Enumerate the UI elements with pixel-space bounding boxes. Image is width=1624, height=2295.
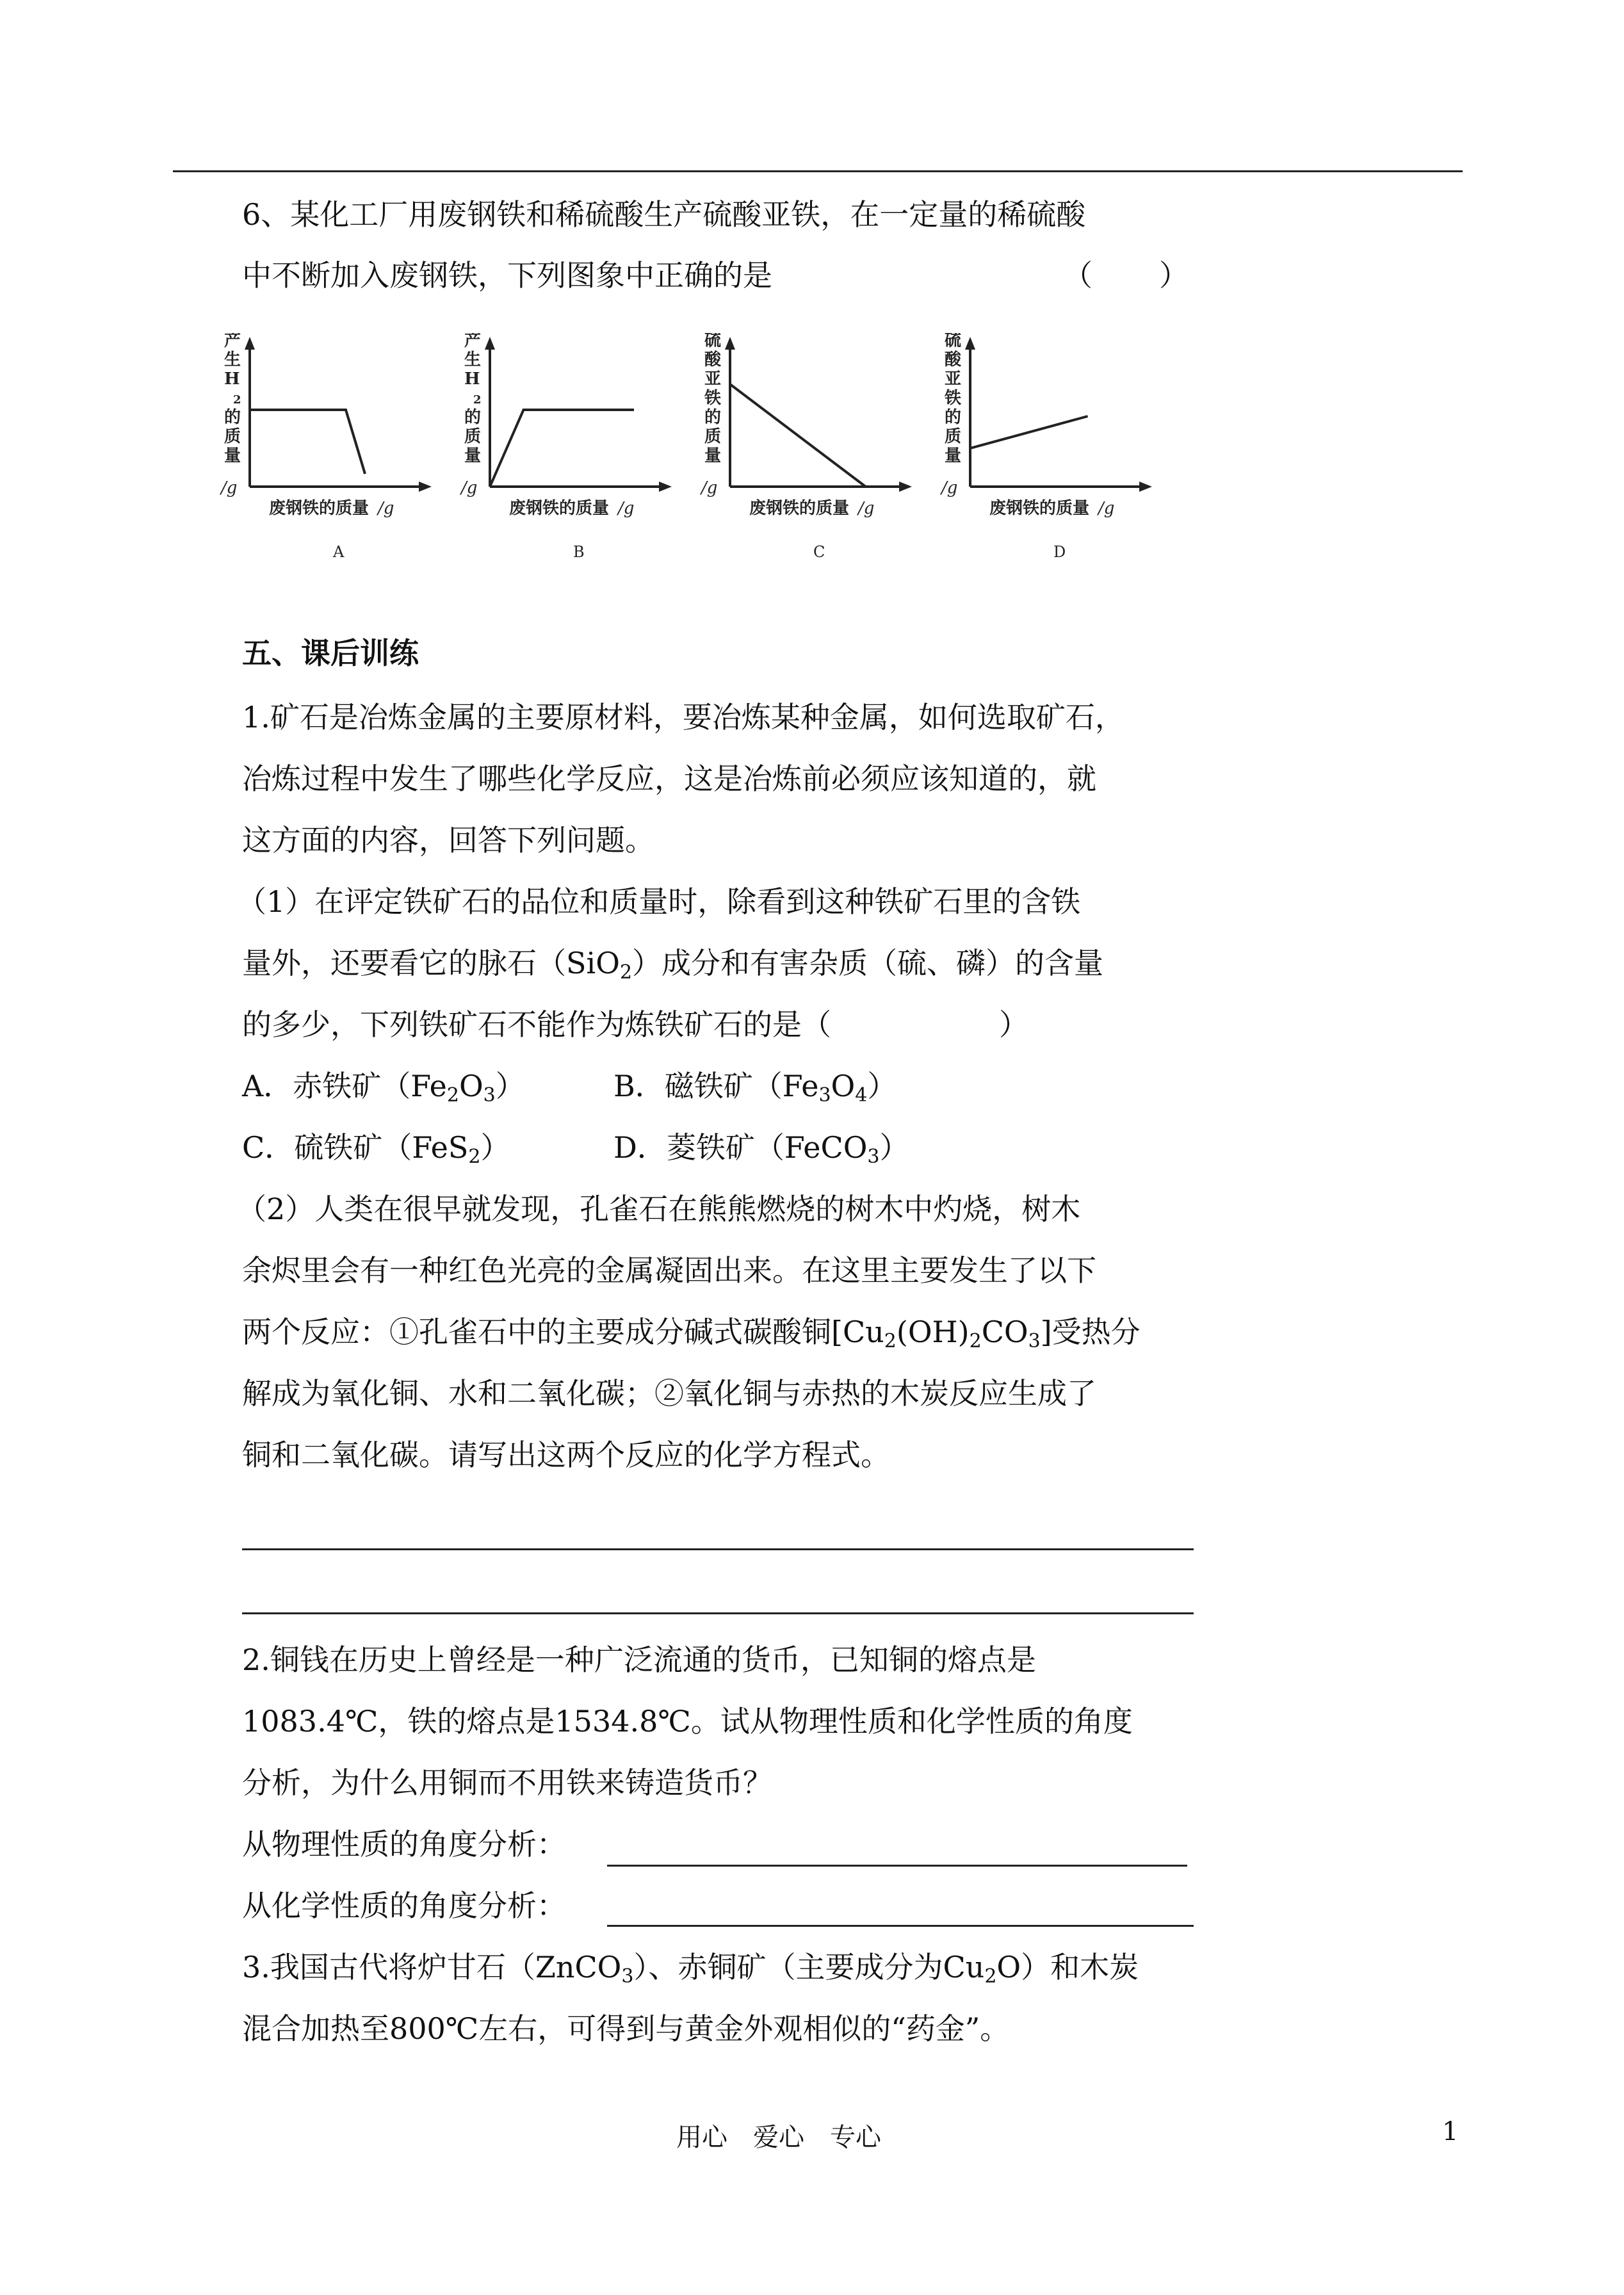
text-span: CO <box>981 1315 1028 1349</box>
page-number: 1 <box>1442 2117 1459 2146</box>
q1-line-1: 1.矿石是冶炼金属的主要原材料，要冶炼某种金属，如何选取矿石， <box>242 700 1125 734</box>
q1-part2-line-3 <box>242 1313 1141 1351</box>
subscript: 3 <box>483 1084 496 1107</box>
chart-a-ylabel-char: 生 <box>224 350 241 369</box>
chart-a-ylabel-char: 量 <box>224 446 241 466</box>
text-span: B．磁铁矿（Fe <box>613 1069 819 1103</box>
chart-b-ylabel-char: 产 <box>464 333 482 350</box>
text-span: A．赤铁矿（Fe <box>242 1069 447 1103</box>
subscript: 2 <box>969 1330 982 1352</box>
q3-line-2: 混合加热至800℃左右，可得到与黄金外观相似的“药金”。 <box>242 2011 1010 2046</box>
chart-a-y-arrow <box>245 337 255 350</box>
chart-b-ylabel-char: 质 <box>464 427 482 446</box>
text-span: ） <box>480 1130 510 1165</box>
chart-a-xlabel-unit: /g <box>378 499 394 518</box>
text-span: 两个反应：①孔雀石中的主要成分碱式碳酸铜[Cu <box>242 1315 884 1349</box>
chart-d-x-arrow <box>1139 482 1152 492</box>
chart-b-ylabel-unit: /g <box>461 478 478 498</box>
chart-c-panel-label: C <box>813 543 825 561</box>
text-span: O <box>831 1069 856 1103</box>
chart-d-y-arrow <box>965 337 975 350</box>
q6-charts <box>205 333 1165 576</box>
chart-c-ylabel-char: 亚 <box>704 369 722 389</box>
subscript: 2 <box>468 1146 481 1168</box>
text-span: (OH) <box>896 1315 970 1349</box>
chart-d-ylabel-char: 铁 <box>945 389 962 408</box>
chart-a-ylabel-char: 质 <box>224 427 241 446</box>
chart-a-x-arrow <box>419 482 432 492</box>
footer-motto: 用心 爱心 专心 <box>676 2123 881 2152</box>
chart-d-ylabel-char: 硫 <box>945 333 962 350</box>
q6-paren-close: ） <box>1159 258 1189 293</box>
q3-line-1 <box>242 1948 1139 1986</box>
chart-b-series-line <box>490 410 634 487</box>
q1-part1-line-2 <box>242 944 1103 982</box>
chart-c-ylabel-char: 量 <box>704 446 722 466</box>
chart-d-ylabel-char: 量 <box>945 446 962 466</box>
chemical-answer-line[interactable] <box>607 1925 1194 1927</box>
q6-line-2: 中不断加入废钢铁，下列图象中正确的是 <box>242 258 772 293</box>
q6-line-1: 6、某化工厂用废钢铁和稀硫酸生产硫酸亚铁，在一定量的稀硫酸 <box>242 197 1086 232</box>
subscript: 3 <box>818 1084 831 1107</box>
chart-d-ylabel-unit: /g <box>941 478 958 498</box>
text-span: ） <box>495 1069 525 1103</box>
chart-d-xlabel-unit: /g <box>1098 499 1115 518</box>
chart-a-xlabel: 废钢铁的质量 <box>269 499 369 518</box>
q1-line-2: 冶炼过程中发生了哪些化学反应，这是冶炼前必须应该知道的，就 <box>242 761 1096 796</box>
chart-b-x-arrow <box>659 482 672 492</box>
subscript: 2 <box>619 961 633 984</box>
q2-line-2: 1083.4℃，铁的熔点是1534.8℃。试从物理性质和化学性质的角度 <box>242 1704 1133 1739</box>
section-heading: 五、课后训练 <box>242 636 419 670</box>
chart-c-y-arrow <box>725 337 735 350</box>
chart-d-ylabel-char: 的 <box>945 408 962 427</box>
text-span: 量外，还要看它的脉石（SiO <box>242 946 620 980</box>
chart-d-ylabel-char: 酸 <box>945 350 962 369</box>
chart-b-ylabel-char: 量 <box>464 446 482 466</box>
option-c <box>242 1128 510 1167</box>
subscript: 3 <box>1028 1330 1041 1352</box>
text-span: D．菱铁矿（FeCO <box>613 1130 868 1165</box>
chart-b-y-arrow <box>485 337 495 350</box>
subscript: 2 <box>446 1084 459 1107</box>
chart-a-series-line <box>250 410 365 474</box>
q6-paren-open: （ <box>1063 258 1092 293</box>
text-span: ） <box>879 1130 909 1165</box>
chart-d-xlabel: 废钢铁的质量 <box>989 499 1090 518</box>
text-span: ]受热分 <box>1040 1315 1141 1349</box>
chart-b-xlabel-unit: /g <box>618 499 635 518</box>
chart-c-ylabel-char: 铁 <box>704 389 722 408</box>
option-a <box>242 1067 525 1105</box>
chart-c-xlabel: 废钢铁的质量 <box>749 499 850 518</box>
text-span: ）成分和有害杂质（硫、磷）的含量 <box>632 946 1104 980</box>
text-span: 3.我国古代将炉甘石（ZnCO <box>242 1950 622 1984</box>
chart-b-ylabel-char: 生 <box>464 350 482 369</box>
option-d <box>613 1128 909 1167</box>
text-span: ）、赤铜矿（主要成分为Cu <box>633 1950 985 1984</box>
text-span: C．硫铁矿（FeS <box>242 1130 469 1165</box>
chart-a-ylabel-char: 的 <box>224 408 241 427</box>
answer-line-1[interactable] <box>242 1548 1194 1550</box>
subscript: 2 <box>884 1330 897 1352</box>
q1-line-3: 这方面的内容，回答下列问题。 <box>242 823 654 857</box>
answer-line-2[interactable] <box>242 1612 1194 1614</box>
subscript: 2 <box>984 1965 997 1988</box>
subscript: 4 <box>855 1084 868 1107</box>
subscript: 3 <box>867 1146 880 1168</box>
text-span: O <box>459 1069 483 1103</box>
chart-d-ylabel-char: 质 <box>945 427 962 446</box>
option-b <box>613 1067 897 1105</box>
physical-answer-line[interactable] <box>607 1865 1187 1867</box>
q2-line-3: 分析，为什么用铜而不用铁来铸造货币？ <box>242 1765 772 1800</box>
chart-d-ylabel-char: 亚 <box>945 369 962 389</box>
q1-part2-line-4: 解成为氧化铜、水和二氧化碳；②氧化铜与赤热的木炭反应生成了 <box>242 1376 1096 1411</box>
q1-part2-line-1: （2）人类在很早就发现，孔雀石在熊熊燃烧的树木中灼烧，树木 <box>237 1192 1081 1226</box>
chart-c-series-line <box>730 384 866 487</box>
header-rule <box>173 170 1463 172</box>
chart-a-ylabel-char: H <box>224 369 240 389</box>
text-span: O）和木炭 <box>996 1950 1139 1984</box>
q2-physical-label: 从物理性质的角度分析： <box>242 1827 566 1861</box>
chart-c-ylabel-char: 硫 <box>704 333 722 350</box>
subscript: 3 <box>621 1965 634 1988</box>
chart-d-series-line <box>970 416 1088 448</box>
chart-d-panel-label: D <box>1053 543 1066 561</box>
chart-a-ylabel-char: 2 <box>233 393 241 407</box>
chart-a-ylabel-unit: /g <box>221 478 238 498</box>
chart-b-xlabel: 废钢铁的质量 <box>509 499 610 518</box>
text-span: ） <box>867 1069 897 1103</box>
chart-b-ylabel-char: 2 <box>473 393 482 407</box>
chart-c-xlabel-unit: /g <box>858 499 875 518</box>
q1-part1-line-1: （1）在评定铁矿石的品位和质量时，除看到这种铁矿石里的含铁 <box>237 884 1081 919</box>
q1-part2-line-5: 铜和二氧化碳。请写出这两个反应的化学方程式。 <box>242 1438 890 1472</box>
chart-a-ylabel-char: 产 <box>224 333 241 350</box>
chart-c-ylabel-char: 酸 <box>704 350 722 369</box>
q1-part2-line-2: 余烬里会有一种红色光亮的金属凝固出来。在这里主要发生了以下 <box>242 1253 1096 1288</box>
q2-chemical-label: 从化学性质的角度分析： <box>242 1888 566 1923</box>
chart-c-ylabel-unit: /g <box>701 478 718 498</box>
chart-c-ylabel-char: 质 <box>704 427 722 446</box>
q6-charts-svg <box>205 333 1165 576</box>
chart-a-panel-label: A <box>333 543 345 561</box>
chart-b-panel-label: B <box>573 543 585 561</box>
chart-c-ylabel-char: 的 <box>704 408 722 427</box>
q1-part1-paren-close: ） <box>999 1007 1028 1042</box>
chart-c-x-arrow <box>899 482 912 492</box>
q1-part1-line-3: 的多少，下列铁矿石不能作为炼铁矿石的是（ <box>242 1007 831 1042</box>
q2-line-1: 2.铜钱在历史上曾经是一种广泛流通的货币，已知铜的熔点是 <box>242 1642 1036 1677</box>
chart-b-ylabel-char: H <box>464 369 480 389</box>
chart-b-ylabel-char: 的 <box>464 408 482 427</box>
